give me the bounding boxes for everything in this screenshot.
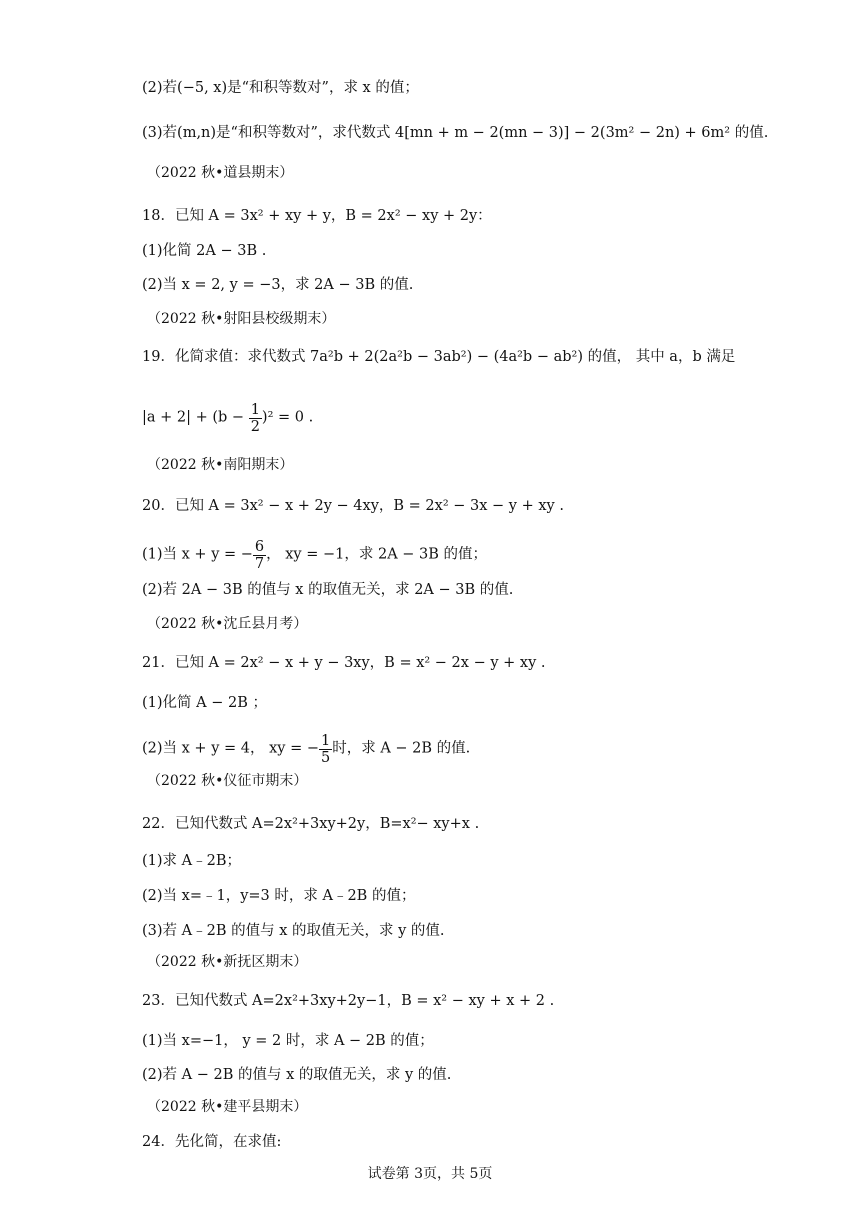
q21-part1: (1)化简 A − 2B ； <box>142 695 267 711</box>
q23-stem: 23．已知代数式 A=2x²+3xy+2y−1，B = x² − xy + x + 2 . <box>142 993 555 1009</box>
q21-part2-left: (2)当 x + y = 4， xy = − <box>142 740 319 757</box>
source-note: （2022 秋•建平县期末） <box>147 1099 308 1115</box>
q22-stem: 22．已知代数式 A=2x²+3xy+2y，B=x²− xy+x . <box>142 816 480 832</box>
q19-stem: 19．化简求值：求代数式 7a²b + 2(2a²b − 3ab²) − (4a²b − ab²) 的值， 其中 a，b 满足 <box>142 349 736 365</box>
q20-part1-left: (1)当 x + y = − <box>142 546 253 563</box>
q21-stem: 21．已知 A = 2x² − x + y − 3xy，B = x² − 2x − y + xy . <box>142 655 546 671</box>
q21-part2 <box>142 732 470 765</box>
source-note: （2022 秋•新抚区期末） <box>147 954 308 970</box>
source-note: （2022 秋•仪征市期末） <box>147 773 308 789</box>
q23-part2: (2)若 A − 2B 的值与 x 的取值无关，求 y 的值. <box>142 1067 452 1083</box>
fraction: $\frac{1}{2}$ <box>250 402 260 435</box>
q22-part2: (2)当 x=﹣1，y=3 时，求 A﹣2B 的值； <box>142 888 416 904</box>
q22-part3: (3)若 A﹣2B 的值与 x 的取值无关，求 y 的值. <box>142 923 445 939</box>
q19-condition-right: )² = 0 . <box>261 409 314 426</box>
q19-condition <box>142 401 313 434</box>
q20-part1 <box>142 538 487 571</box>
q17-part2: (2)若(−5, x)是“和积等数对”，求 x 的值； <box>142 80 419 96</box>
source-note: （2022 秋•沈丘县月考） <box>147 616 308 632</box>
fraction: $\frac{6}{7}$ <box>254 539 265 572</box>
source-note: （2022 秋•道县期末） <box>147 165 294 181</box>
q24-stem: 24．先化简，在求值: <box>142 1134 282 1150</box>
q17-part3: (3)若(m,n)是“和积等数对”，求代数式 4[mn + m − 2(mn − 3)] − 2(3m² − 2n) + 6m² 的值. <box>142 125 769 141</box>
q21-part2-right: 时，求 A − 2B 的值. <box>332 740 471 757</box>
q20-part2: (2)若 2A − 3B 的值与 x 的取值无关，求 2A − 3B 的值. <box>142 582 514 598</box>
q18-part2: (2)当 x = 2, y = −3，求 2A − 3B 的值. <box>142 277 414 293</box>
q18-part1: (1)化简 2A − 3B . <box>142 243 267 259</box>
page-footer: 试卷第 3页，共 5页 <box>367 1166 493 1182</box>
q20-stem: 20．已知 A = 3x² − x + 2y − 4xy，B = 2x² − 3x − y + xy . <box>142 498 564 514</box>
source-note: （2022 秋•南阳期末） <box>147 457 294 473</box>
fraction: $\frac{1}{5}$ <box>320 733 331 766</box>
q22-part1: (1)求 A﹣2B； <box>142 853 242 869</box>
source-note: （2022 秋•射阳县校级期末） <box>147 311 336 327</box>
q18-stem: 18．已知 A = 3x² + xy + y，B = 2x² − xy + 2y： <box>142 208 492 224</box>
q20-part1-right: ， xy = −1，求 2A − 3B 的值； <box>266 546 488 563</box>
q23-part1: (1)当 x=−1， y = 2 时，求 A − 2B 的值； <box>142 1033 434 1049</box>
q19-condition-left: |a + 2| + (b − <box>142 409 249 426</box>
